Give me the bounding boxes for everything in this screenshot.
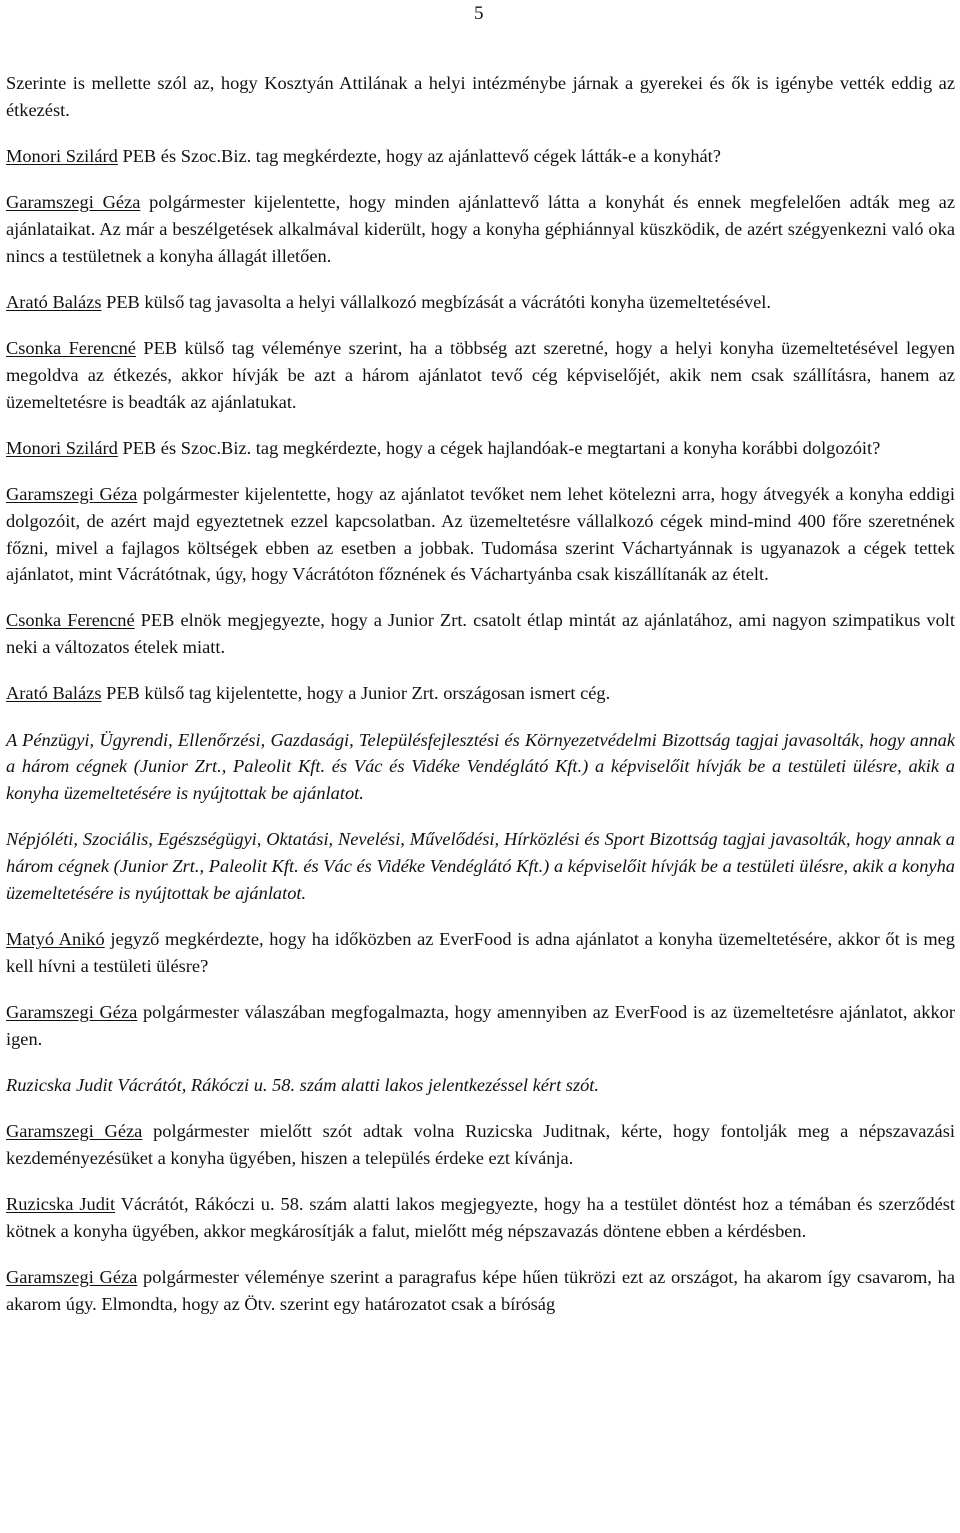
paragraph <box>6 435 955 462</box>
speaker-name: Garamszegi Géza <box>6 1121 143 1142</box>
paragraph-text: PEB elnök megjegyezte, hogy a Junior Zrt. csatolt étlap mintát az ajánlatához, ami nagyon szimpatikus volt neki a változatos ételek miatt. <box>6 610 955 658</box>
paragraph <box>6 289 955 316</box>
page-number: 5 <box>474 3 484 24</box>
paragraph-text: Népjóléti, Szociális, Egészségügyi, Oktatási, Nevelési, Művelődési, Hírközlési és Sport Bizottság tagjai javasolták, hogy annak a három cégnek (Junior Zrt., Paleolit Kft. és Vác és Vidéke Vendéglátó Kft.) a képviselőit hívják be a testületi ülésre, akik a konyha üzemeltetésére is nyújtottak be ajánlatot. <box>6 829 955 903</box>
paragraph <box>6 143 955 170</box>
paragraph-text: jegyző megkérdezte, hogy ha időközben az EverFood is adna ajánlatot a konyha üzemeltetésére, akkor őt is meg kell hívni a testületi ülésre? <box>6 929 956 976</box>
paragraph-text: Ruzicska Judit Vácrátót, Rákóczi u. 58. szám alatti lakos jelentkezéssel kért szót. <box>6 1074 599 1095</box>
paragraph <box>6 999 955 1052</box>
speaker-name: Ruzicska Judit <box>6 1194 116 1215</box>
paragraph-text: PEB és Szoc.Biz. tag megkérdezte, hogy a cégek hajlandóak-e megtartani a konyha korábbi dolgozóit? <box>117 437 881 458</box>
paragraph-text: polgármester válaszában megfogalmazta, hogy amennyiben az EverFood is az üzemeltetésre ajánlatot, akkor igen. <box>6 1002 955 1049</box>
paragraph-text: PEB külső tag kijelentette, hogy a Junior Zrt. országosan ismert cég. <box>101 683 611 704</box>
procedural-note <box>6 1072 955 1099</box>
paragraph <box>6 481 955 587</box>
committee-resolution <box>6 826 955 906</box>
paragraph <box>6 1118 955 1171</box>
paragraph-text: PEB külső tag javasolta a helyi vállalkozó megbízását a vácrátóti konyha üzemeltetésével. <box>101 291 771 312</box>
paragraph-text: PEB és Szoc.Biz. tag megkérdezte, hogy az ajánlattevő cégek látták-e a konyhát? <box>117 145 721 166</box>
paragraph <box>6 189 955 269</box>
document-body <box>6 70 955 1318</box>
paragraph-text: polgármester mielőtt szót adtak volna Ruzicska Juditnak, kérte, hogy fontolják meg a népszavazási kezdeményezésüket a konyha ügyében, hiszen a település érdeke ezt kívánja. <box>6 1121 955 1168</box>
paragraph <box>6 607 955 660</box>
paragraph <box>6 1264 955 1317</box>
paragraph <box>6 926 955 979</box>
paragraph-text: Szerinte is mellette szól az, hogy Kosztyán Attilának a helyi intézménybe járnak a gyerekei és ők is igénybe vették eddig az étkezést. <box>6 73 955 120</box>
speaker-name: Garamszegi Géza <box>6 1267 138 1288</box>
speaker-name: Garamszegi Géza <box>6 1002 138 1022</box>
paragraph <box>6 680 955 707</box>
speaker-name: Csonka Ferencné <box>6 338 136 359</box>
speaker-name: Garamszegi Géza <box>6 192 141 213</box>
paragraph-text: PEB külső tag véleménye szerint, ha a többség azt szeretné, hogy a helyi konyha üzemeltetésével legyen megoldva az étkezés, akkor hívják be azt a három ajánlatot tevő cég képviselőjét, akik nem csak szállításra, hanem az üzemeltetésre is beadták az ajánlatukat. <box>6 338 955 412</box>
paragraph-text: polgármester kijelentette, hogy az ajánlatot tevőket nem lehet kötelezni arra, hogy átvegyék a konyha eddigi dolgozóit, de azért majd egyeztetnek ezzel kapcsolatban. Az üzemeltetésre vállalkozó cégek mind-mind 400 főre szeretnének főzni, mivel a fajlagos költségek ebben az esetben a jobbak. Tudomása szerint Váchartyánnak is ugyanazok a cégek tettek ajánlatot, mint Vácrátótnak, úgy, hogy Vácrátóton főznének és Váchartyánba csak kiszállítanák az ételt. <box>6 484 955 585</box>
paragraph <box>6 335 955 415</box>
speaker-name: Monori Szilárd <box>6 145 118 166</box>
speaker-name: Csonka Ferencné <box>6 610 135 631</box>
paragraph <box>6 1191 955 1244</box>
paragraph-text: A Pénzügyi, Ügyrendi, Ellenőrzési, Gazdasági, Településfejlesztési és Környezetvédelmi Bizottság tagjai javasolták, hogy annak a három cégnek (Junior Zrt., Paleolit Kft. és Vác és Vidéke Vendéglátó Kft.) a képviselőit hívják be a testületi ülésre, akik a konyha üzemeltetésére is nyújtottak be ajánlatot. <box>6 729 955 804</box>
speaker-name: Monori Szilárd <box>6 437 118 458</box>
speaker-name: Arató Balázs <box>6 683 102 704</box>
speaker-name: Garamszegi Géza <box>6 484 138 505</box>
committee-resolution <box>6 727 955 807</box>
paragraph-text: polgármester véleménye szerint a paragrafus képe hűen tükrözi ezt az országot, ha akarom így csavarom, ha akarom úgy. Elmondta, hogy az Ötv. szerint egy határozatot csak a bíróság <box>6 1267 955 1314</box>
speaker-name: Arató Balázs <box>6 291 102 312</box>
paragraph <box>6 70 955 123</box>
paragraph-text: Vácrátót, Rákóczi u. 58. szám alatti lakos megjegyezte, hogy ha a testület döntést hoz a témában és szerződést kötnek a konyha ügyében, akkor megkárosítják a falut, mielőtt még népszavazás döntene ebben a kérdésben. <box>6 1194 955 1241</box>
speaker-name: Matyó Anikó <box>6 929 105 950</box>
paragraph-text: polgármester kijelentette, hogy minden ajánlattevő látta a konyhát és ennek megfelelően adták meg az ajánlataikat. Az már a beszélgetések alkalmával kiderült, hogy a konyha géphiánnyal küszködik, de azért szégyenkezni való oka nincs a testületnek a konyha állagát illetően. <box>6 192 955 266</box>
